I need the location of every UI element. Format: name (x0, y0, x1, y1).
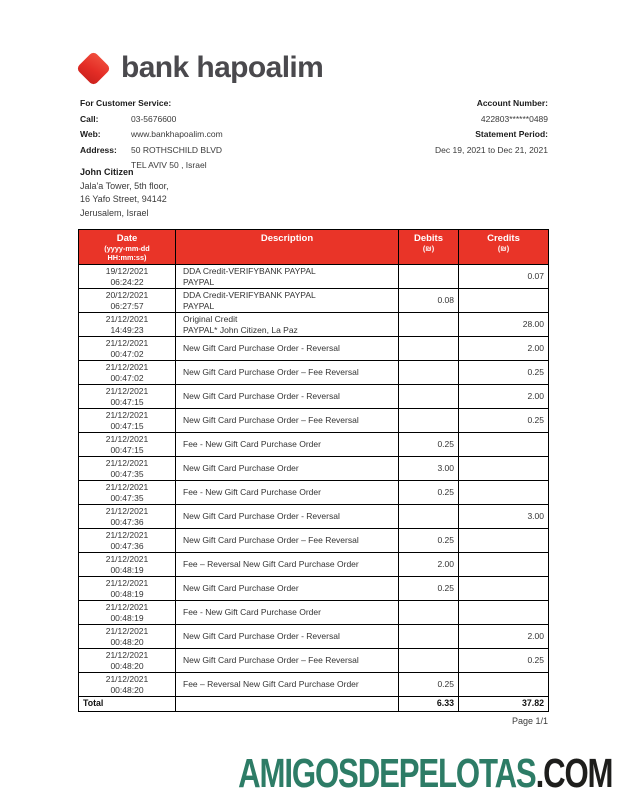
cell-date: 21/12/2021 00:47:35 (79, 481, 176, 505)
web-value: www.bankhapoalim.com (131, 129, 223, 139)
cell-debit (399, 313, 459, 337)
cell-description: Fee – Reversal New Gift Card Purchase Order (176, 553, 399, 577)
cell-credit (459, 529, 549, 553)
table-row (79, 577, 549, 601)
table-row (79, 625, 549, 649)
cell-debit (399, 337, 459, 361)
account-number-label: Account Number: (476, 98, 548, 108)
table-row (79, 361, 549, 385)
table-row (79, 673, 549, 697)
cell-credit: 0.25 (459, 361, 549, 385)
cell-description: Fee - New Gift Card Purchase Order (176, 481, 399, 505)
watermark-suffix-text: .COM (535, 750, 612, 796)
cell-debit (399, 505, 459, 529)
cell-debit: 0.25 (399, 481, 459, 505)
cell-date: 21/12/2021 00:48:19 (79, 601, 176, 625)
cell-credit: 2.00 (459, 625, 549, 649)
customer-address-line: Jala'a Tower, 5th floor, (80, 180, 169, 191)
customer-address-line: 16 Yafo Street, 94142 (80, 194, 167, 204)
cell-description: New Gift Card Purchase Order – Fee Reversal (176, 409, 399, 433)
statement-period-label: Statement Period: (475, 129, 548, 139)
cell-debit: 0.25 (399, 673, 459, 697)
cell-date: 21/12/2021 00:47:15 (79, 409, 176, 433)
cell-date: 21/12/2021 14:49:23 (79, 313, 176, 337)
table-row (79, 457, 549, 481)
cell-credit: 0.07 (459, 265, 549, 289)
cell-description: New Gift Card Purchase Order – Fee Reversal (176, 649, 399, 673)
web-label: Web: (80, 129, 101, 139)
cell-description: New Gift Card Purchase Order – Fee Reversal (176, 361, 399, 385)
cell-credit (459, 673, 549, 697)
cell-date: 21/12/2021 00:48:20 (79, 673, 176, 697)
bank-brand-name: bank hapoalim (121, 51, 324, 84)
transactions-table (78, 229, 549, 712)
cell-date: 21/12/2021 00:47:35 (79, 457, 176, 481)
cell-debit (399, 361, 459, 385)
cell-description: Fee - New Gift Card Purchase Order (176, 433, 399, 457)
total-description-cell (176, 697, 399, 712)
transaction-rows (79, 265, 549, 697)
account-info-block (435, 96, 548, 158)
cell-date: 21/12/2021 00:47:02 (79, 361, 176, 385)
total-row (79, 697, 549, 712)
cell-description: New Gift Card Purchase Order - Reversal (176, 505, 399, 529)
cell-debit: 0.08 (399, 289, 459, 313)
cell-date: 21/12/2021 00:48:20 (79, 625, 176, 649)
cell-date: 21/12/2021 00:48:19 (79, 553, 176, 577)
customer-service-heading: For Customer Service: (80, 98, 172, 108)
cell-credit: 0.25 (459, 649, 549, 673)
table-row (79, 433, 549, 457)
cell-date: 21/12/2021 00:48:20 (79, 649, 176, 673)
cell-credit (459, 457, 549, 481)
customer-address-line: Jerusalem, Israel (80, 207, 149, 218)
call-value: 03-5676600 (131, 113, 177, 124)
customer-service-block (80, 96, 223, 174)
cell-debit: 0.25 (399, 577, 459, 601)
call-label: Call: (80, 113, 99, 124)
total-credits: 37.82 (459, 697, 549, 712)
table-row (79, 409, 549, 433)
cell-credit: 2.00 (459, 385, 549, 409)
header-credits: Credits (₪) (459, 230, 549, 265)
cell-debit (399, 385, 459, 409)
table-row (79, 601, 549, 625)
cell-debit (399, 265, 459, 289)
table-row (79, 529, 549, 553)
cell-description: New Gift Card Purchase Order – Fee Reversal (176, 529, 399, 553)
total-label: Total (79, 697, 176, 712)
cell-date: 21/12/2021 00:47:15 (79, 433, 176, 457)
cell-credit: 0.25 (459, 409, 549, 433)
header-date: Date (yyyy-mm-dd HH:mm:ss) (79, 230, 176, 265)
cell-description: New Gift Card Purchase Order (176, 457, 399, 481)
cell-description: Fee - New Gift Card Purchase Order (176, 601, 399, 625)
cell-debit: 0.25 (399, 529, 459, 553)
cell-credit (459, 481, 549, 505)
cell-description: New Gift Card Purchase Order - Reversal (176, 625, 399, 649)
table-row (79, 289, 549, 313)
cell-debit: 2.00 (399, 553, 459, 577)
customer-name: John Citizen (80, 167, 134, 177)
cell-description: New Gift Card Purchase Order - Reversal (176, 337, 399, 361)
cell-date: 21/12/2021 00:47:02 (79, 337, 176, 361)
bank-logo (74, 49, 323, 87)
table-row (79, 649, 549, 673)
header-description: Description (176, 230, 399, 265)
cell-description: Fee – Reversal New Gift Card Purchase Order (176, 673, 399, 697)
table-row (79, 385, 549, 409)
address-value-line1: 50 ROTHSCHILD BLVD (131, 144, 223, 155)
table-row (79, 505, 549, 529)
table-row (79, 481, 549, 505)
address-label: Address: (80, 144, 117, 155)
cell-debit: 3.00 (399, 457, 459, 481)
page-indicator: Page 1/1 (511, 716, 548, 726)
cell-date: 21/12/2021 00:47:36 (79, 529, 176, 553)
cell-date: 21/12/2021 00:48:19 (79, 577, 176, 601)
cell-credit: 28.00 (459, 313, 549, 337)
cell-description: DDA Credit-VERIFYBANK PAYPAL PAYPAL (176, 289, 399, 313)
total-debits: 6.33 (399, 697, 459, 712)
cell-description: New Gift Card Purchase Order - Reversal (176, 385, 399, 409)
table-row (79, 337, 549, 361)
cell-credit (459, 553, 549, 577)
table-row (79, 553, 549, 577)
table-header-row (79, 230, 549, 265)
cell-date: 21/12/2021 00:47:36 (79, 505, 176, 529)
cell-description: Original Credit PAYPAL* John Citizen, La Paz (176, 313, 399, 337)
cell-debit (399, 625, 459, 649)
customer-address-block (80, 166, 169, 220)
cell-credit (459, 289, 549, 313)
cell-description: DDA Credit-VERIFYBANK PAYPAL PAYPAL (176, 265, 399, 289)
cell-debit (399, 601, 459, 625)
watermark (238, 750, 612, 797)
table-row (79, 265, 549, 289)
cell-debit (399, 649, 459, 673)
cell-date: 20/12/2021 06:27:57 (79, 289, 176, 313)
cell-debit: 0.25 (399, 433, 459, 457)
cell-debit (399, 409, 459, 433)
cell-credit (459, 577, 549, 601)
cell-credit (459, 601, 549, 625)
cell-description: New Gift Card Purchase Order (176, 577, 399, 601)
cell-date: 21/12/2021 00:47:15 (79, 385, 176, 409)
table-row (79, 313, 549, 337)
bank-hapoalim-diamond-icon (74, 49, 112, 87)
statement-period-value: Dec 19, 2021 to Dec 21, 2021 (435, 144, 548, 155)
cell-credit (459, 433, 549, 457)
header-debits: Debits (₪) (399, 230, 459, 265)
address-value-line2: TEL AVIV 50 , Israel (131, 160, 207, 170)
watermark-main-text: AMIGOSDEPELOTAS (237, 750, 536, 796)
account-number-value: 422803******0489 (480, 113, 548, 124)
cell-credit: 2.00 (459, 337, 549, 361)
cell-date: 19/12/2021 06:24:22 (79, 265, 176, 289)
cell-credit: 3.00 (459, 505, 549, 529)
